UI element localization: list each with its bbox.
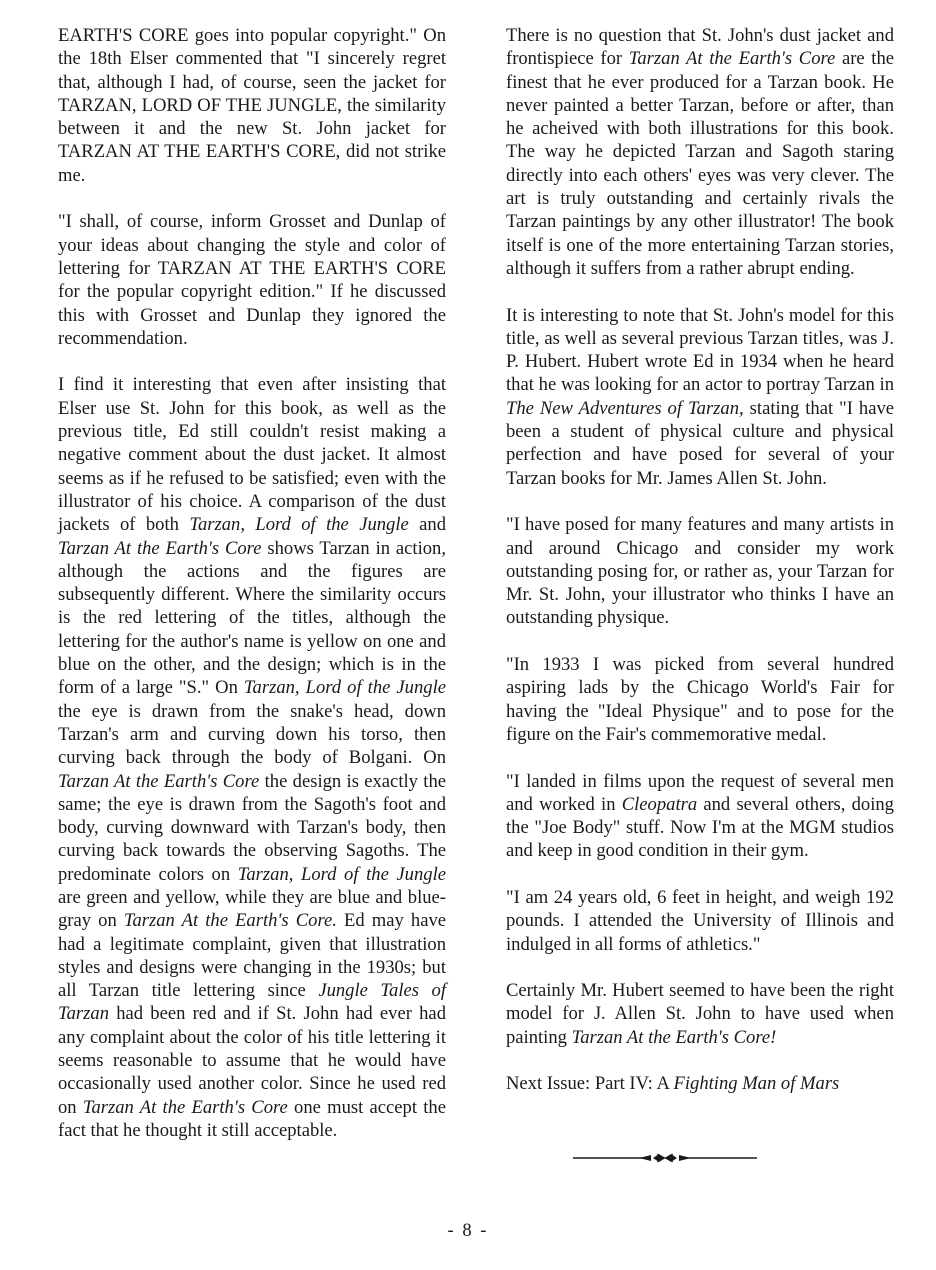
film-title: The New Adventures of Tarzan,	[506, 397, 744, 419]
paragraph: "In 1933 I was picked from several hundred aspiring lads by the Chicago World's Fair for having the "Ideal Physique" and to pose for the figure on the Fair's commemorative medal.	[506, 654, 894, 745]
paragraph: It is interesting to note that St. John's model for this title, as well as several previous Tarzan titles, was J. P. Hubert. Hubert wrote Ed in 1934 when he heard that he was looking for an actor to portray Tarzan in The New Adventures of Tarzan, stating that "I have been a student of physical culture and physical perfection and have posed for several of your Tarzan books for Mr. James Allen St. John.	[506, 304, 894, 489]
book-title: Fighting Man of Mars	[673, 1073, 840, 1095]
paragraph: "I landed in films upon the request of several men and worked in Cleopatra and several others, doing the "Joe Body" stuff. Now I'm at the MGM studios and keep in good condition in their gym.	[506, 770, 894, 862]
page-number: - 8 -	[447, 1220, 489, 1241]
book-title: Tarzan At the Earth's Core	[58, 770, 260, 792]
book-title: Tarzan At the Earth's Core.	[123, 910, 337, 932]
book-title: Tarzan At the Earth's Core	[628, 48, 836, 70]
paragraph: "I am 24 years old, 6 feet in height, and weigh 192 pounds. I attended the University of Illinois and indulged in all forms of athletics."	[506, 886, 894, 955]
book-title: Jungle Tales of Tarzan	[58, 980, 446, 1025]
paragraph: "I have posed for many features and many artists in and around Chicago and consider my work outstanding posing for, or rather as, your Tarzan for Mr. St. John, your illustrator who thinks I have an outstanding physique.	[506, 514, 894, 629]
book-title: Tarzan At the Earth's Core	[82, 1096, 288, 1118]
paragraph: "I shall, of course, inform Grosset and Dunlap of your ideas about changing the style and color of lettering for TARZAN AT THE EARTH'S CORE for the popular copyright edition." If he discussed this with Grosset and Dunlap they ignored the recommendation.	[58, 211, 446, 349]
book-title: Tarzan, Lord of the Jungle	[243, 677, 446, 699]
film-title: Cleopatra	[621, 793, 698, 815]
right-column	[506, 24, 894, 1108]
paragraph: There is no question that St. John's dust jacket and frontispiece for Tarzan At the Earth's Core are the finest that he ever produced for a Tarzan book. He never painted a better Tarzan, before or after, than he acheived with both illustrations for this book. The way he depicted Tarzan and Sagoth staring directly into each others' eyes was very clever. The art is truly outstanding and certainly rivals the Tarzan paintings by any other illustrator! The book itself is one of the more entertaining Tarzan stories, although it suffers from a rather abrupt ending.	[506, 25, 894, 279]
book-title: Tarzan At the Earth's Core!	[571, 1026, 777, 1048]
next-issue-note: Next Issue: Part IV: A Fighting Man of Mars	[506, 1073, 840, 1095]
paragraph: Certainly Mr. Hubert seemed to have been the right model for J. Allen St. John to have used when painting Tarzan At the Earth's Core!	[506, 980, 894, 1048]
ornament-divider	[573, 1152, 757, 1164]
book-title: Tarzan, Lord of the Jungle	[237, 863, 446, 885]
paragraph: I find it interesting that even after insisting that Elser use St. John for this book, as well as the previous title, Ed still couldn't resist making a negative comment about the dust jacket. It almost seems as if he refused to be satisfied; even with the illustrator of his choice. A comparison of the dust jackets of both Tarzan, Lord of the Jungle and Tarzan At the Earth's Core shows Tarzan in action, although the actions and the figures are subsequently different. Where the similarity occurs is the red lettering of the titles, although the lettering for the author's name is yellow on one and blue on the other, and the design; which is in the form of a large "S." On Tarzan, Lord of the Jungle the eye is drawn from the snake's head, down Tarzan's arm and curving down his torso, then curving back through the body of Bolgani. On Tarzan At the Earth's Core the design is exactly the same; the eye is drawn from the Sagoth's foot and body, curving downward with Tarzan's body, then curving back towards the observing Sagoths. The predominate colors on Tarzan, Lord of the Jungle are green and yellow, while they are blue and blue-gray on Tarzan At the Earth's Core. Ed may have had a legitimate complaint, given that illustration styles and designs were changing in the 1930s; but all Tarzan title lettering since Jungle Tales of Tarzan had been red and if St. John had ever had any complaint about the color of his title lettering it seems reasonable to assume that he would have occasionally used another color. Since he used red on Tarzan At the Earth's Core one must accept the fact that he thought it still acceptable.	[58, 374, 446, 1141]
book-title: Tarzan At the Earth's Core	[58, 537, 262, 559]
book-title: Tarzan, Lord of the Jungle	[189, 514, 409, 536]
paragraph: EARTH'S CORE goes into popular copyright." On the 18th Elser commented that "I sincerely regret that, although I had, of course, seen the jacket for TARZAN, LORD OF THE JUNGLE, the similarity between it and the new St. John jacket for TARZAN AT THE EARTH'S CORE, did not strike me.	[58, 25, 446, 186]
left-column	[58, 24, 446, 1154]
